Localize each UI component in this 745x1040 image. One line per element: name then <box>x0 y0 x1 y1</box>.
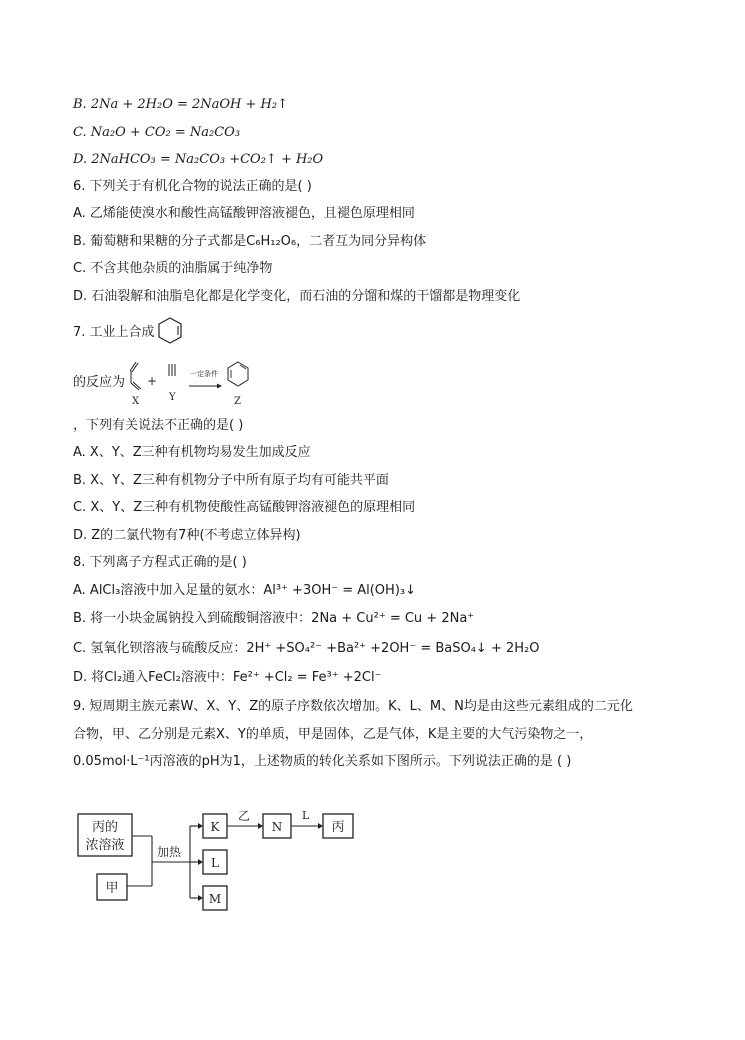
heat-label: 加热 <box>157 845 182 859</box>
m-box-label: M <box>208 892 222 906</box>
question-9-stem-line3: 0.05mol·L⁻¹丙溶液的pH为1，上述物质的转化关系如下图所示。下列说法正确的是 ( ) <box>73 754 572 769</box>
question-7-option-b: B. X、Y、Z三种有机物分子中所有原子均有可能共平面 <box>73 473 389 488</box>
question-7-option-d: D. Z的二氯代物有7种(不考虑立体异构) <box>73 528 301 543</box>
option-b-equation: B. 2Na + 2H₂O = 2NaOH + H₂↑ <box>73 97 288 112</box>
question-8-option-b: B. 将一小块金属钠投入到硫酸铜溶液中：2Na + Cu²⁺ = Cu + 2Na⁺ <box>73 611 475 626</box>
question-7-stem: 7. 工业上合成 <box>73 325 155 340</box>
question-6-option-c: C. 不含其他杂质的油脂属于纯净物 <box>73 261 273 276</box>
ethyne-structure <box>169 364 175 376</box>
question-8-stem: 8. 下列离子方程式正确的是( ) <box>73 555 247 570</box>
question-7-option-c: C. X、Y、Z三种有机物使酸性高锰酸钾溶液褪色的原理相同 <box>73 500 416 515</box>
bing-box-line1: 丙的 <box>91 820 119 835</box>
jia-box-label: 甲 <box>105 881 119 896</box>
cyclohexene-structure <box>156 316 184 346</box>
question-9-stem-line2: 合物，甲、乙分别是元素X、Y的单质，甲是固体，乙是气体，K是主要的大气污染物之一， <box>73 727 593 742</box>
question-6-option-a: A. 乙烯能使溴水和酸性高锰酸钾溶液褪色，且褪色原理相同 <box>73 206 415 221</box>
conversion-diagram <box>70 796 370 921</box>
question-6-stem: 6. 下列关于有机化合物的说法正确的是( ) <box>73 179 312 194</box>
x-label: X <box>132 396 140 407</box>
question-6-option-b: B. 葡萄糖和果糖的分子式都是C₆H₁₂O₆，二者互为同分异构体 <box>73 234 427 249</box>
k-box-label: K <box>210 820 220 834</box>
question-8-option-c: C. 氢氧化钡溶液与硫酸反应：2H⁺ +SO₄²⁻ +Ba²⁺ +2OH⁻ = BaSO₄↓ + 2H₂O <box>73 641 540 656</box>
y-label: Y <box>169 392 176 403</box>
reaction-scheme <box>127 358 257 408</box>
question-8-option-a: A. AlCl₃溶液中加入足量的氨水：Al³⁺ +3OH⁻ = Al(OH)₃↓ <box>73 583 416 598</box>
bing-box-line2: 浓溶液 <box>85 838 125 853</box>
question-6-option-d: D. 石油裂解和油脂皂化都是化学变化，而石油的分馏和煤的干馏都是物理变化 <box>73 289 521 304</box>
z-label: Z <box>234 396 241 407</box>
reaction-condition: 一定条件 <box>190 370 218 378</box>
question-7-option-a: A. X、Y、Z三种有机物均易发生加成反应 <box>73 445 311 460</box>
l-arrow-label: L <box>302 809 310 822</box>
question-7-suffix: ，下列有关说法不正确的是( ) <box>73 418 244 433</box>
cyclohexadiene-structure <box>228 362 248 386</box>
bing-box-label: 丙 <box>331 820 345 835</box>
yi-label: 乙 <box>238 809 251 823</box>
question-8-option-d: D. 将Cl₂通入FeCl₂溶液中：Fe²⁺ +Cl₂ = Fe³⁺ +2Cl⁻ <box>73 670 382 685</box>
butadiene-structure <box>130 362 141 390</box>
n-box-label: N <box>271 820 283 834</box>
option-c-equation: C. Na₂O + CO₂ = Na₂CO₃ <box>73 125 241 140</box>
option-d-equation: D. 2NaHCO₃ = Na₂CO₃ +CO₂↑ + H₂O <box>73 152 324 167</box>
question-9-stem-line1: 9. 短周期主族元素W、X、Y、Z的原子序数依次增加。K、L、M、N均是由这些元素组成的二元化 <box>73 699 633 714</box>
l-box-label: L <box>211 856 219 870</box>
plus-sign: + <box>147 374 158 388</box>
question-7-reaction-label: 的反应为 <box>73 375 126 390</box>
